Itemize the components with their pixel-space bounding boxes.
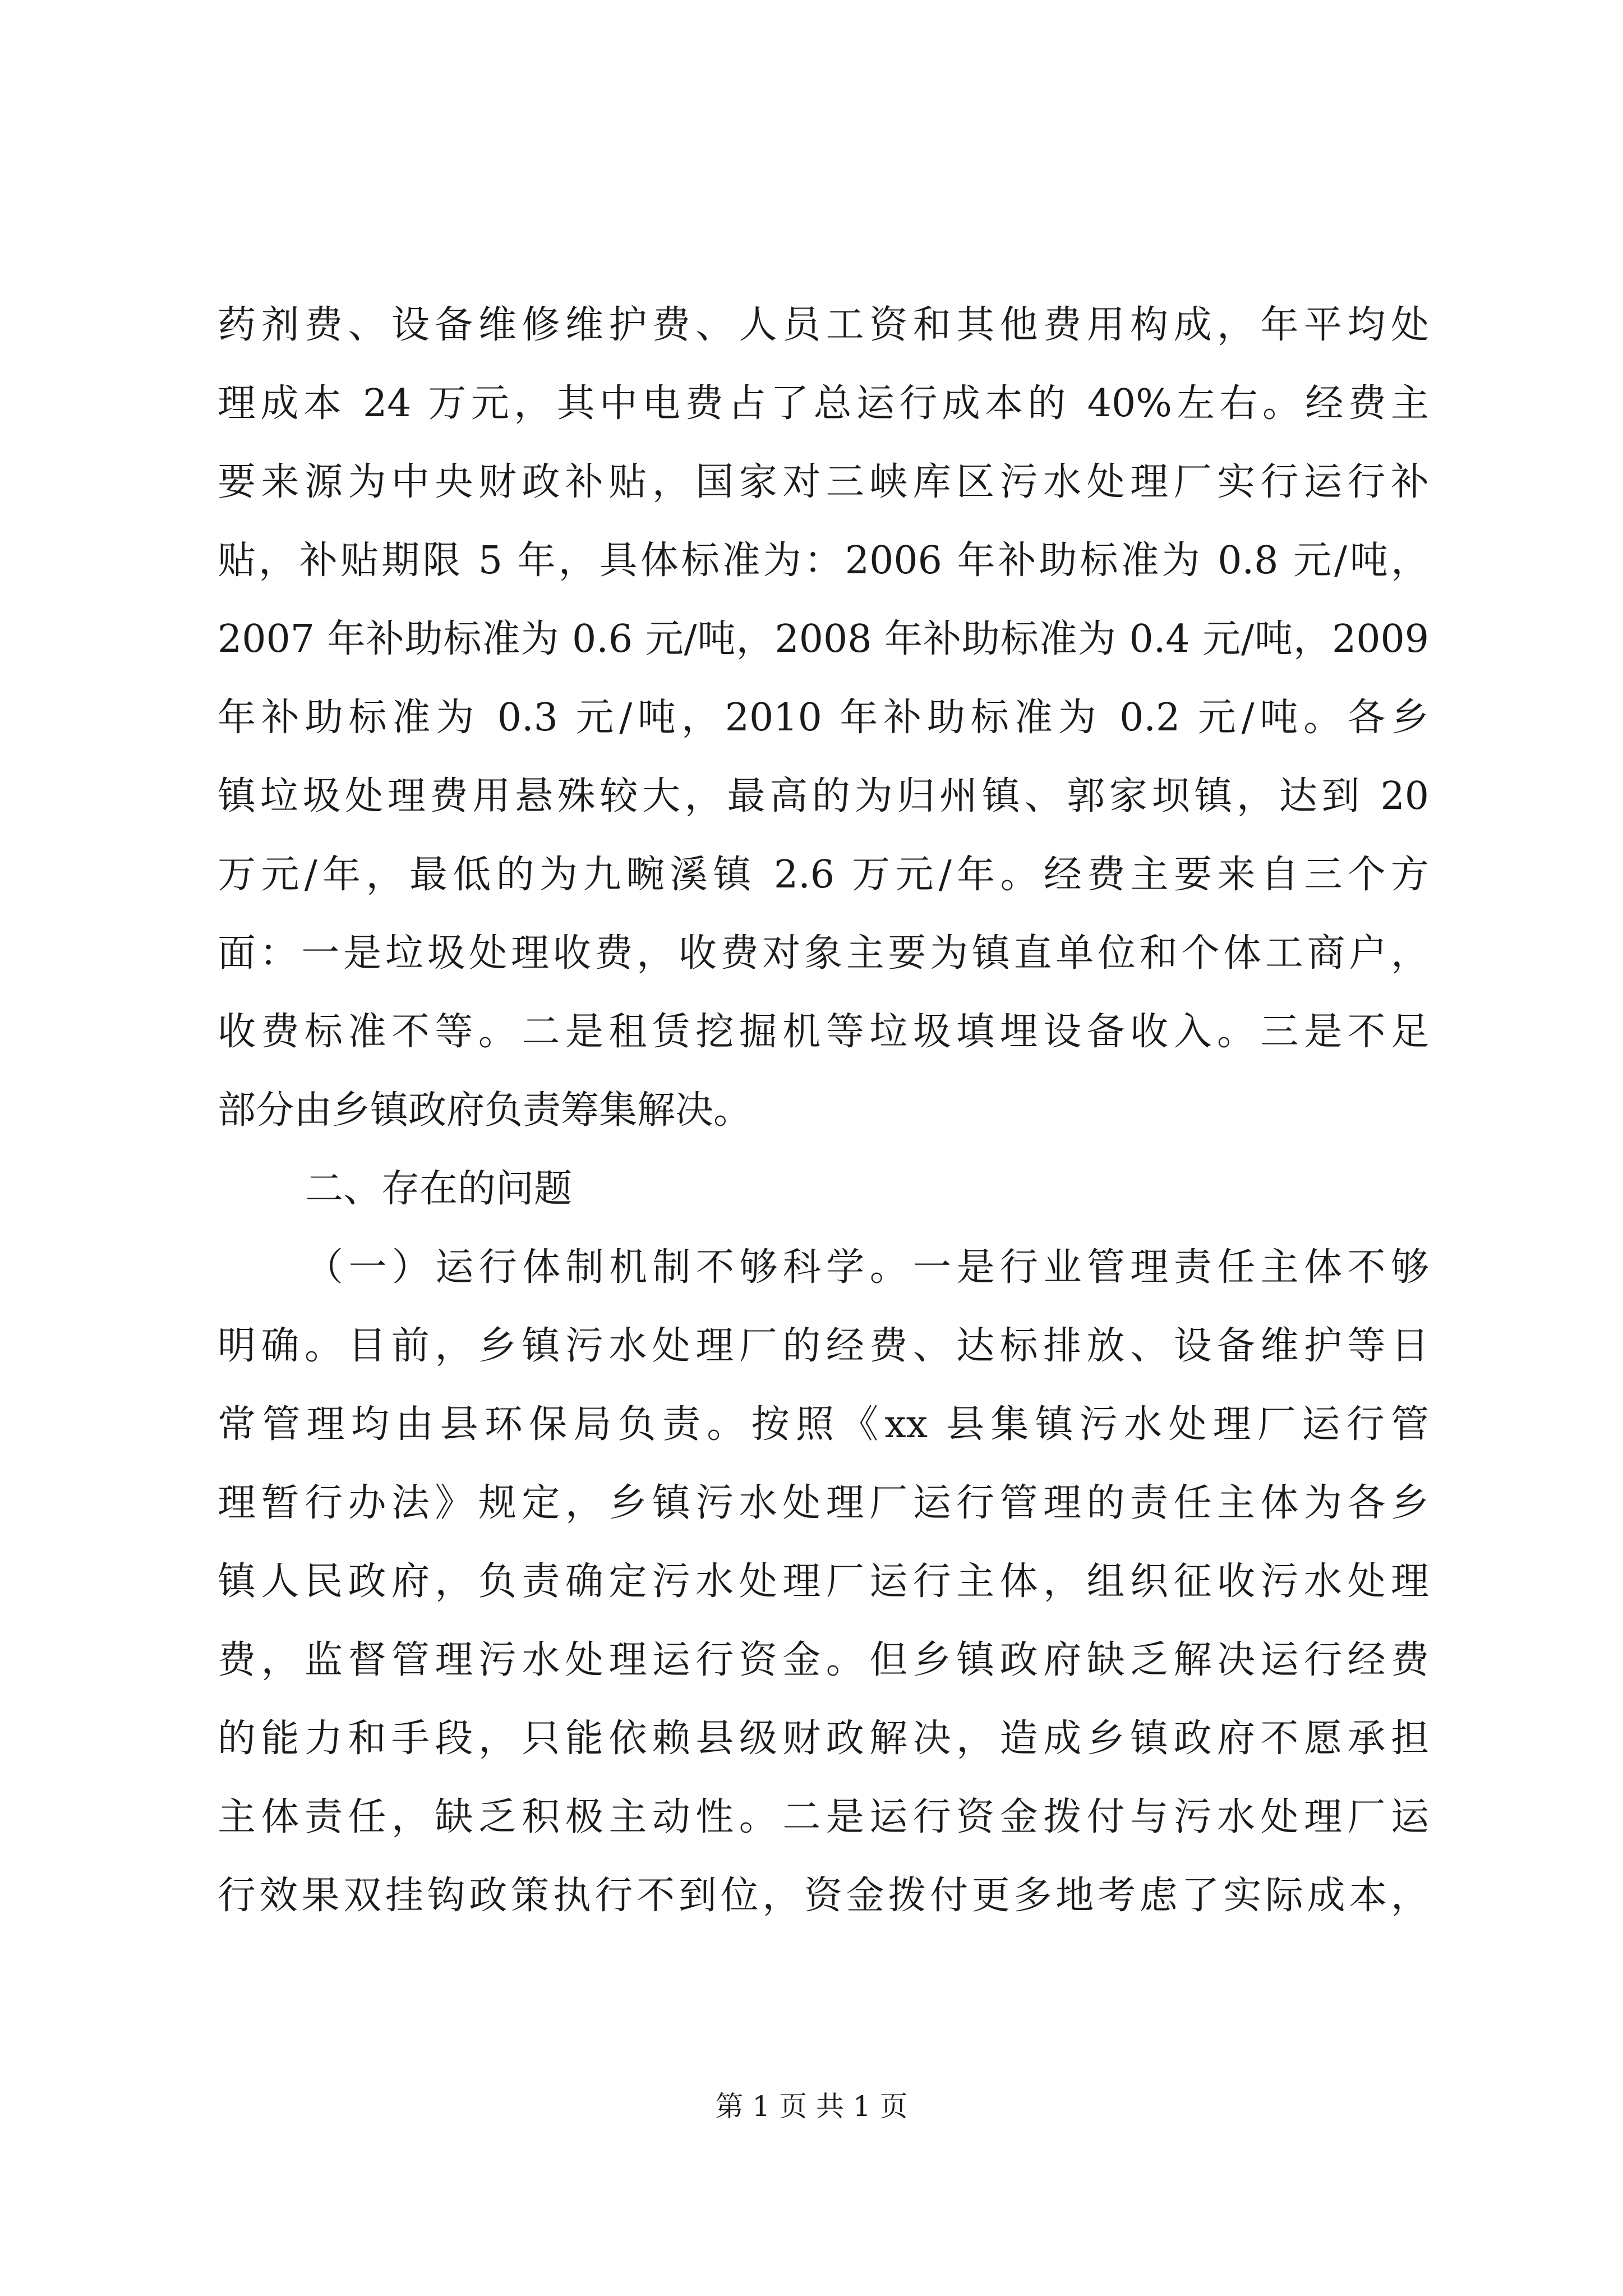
paragraph-line: 行效果双挂钩政策执行不到位，资金拨付更多地考虑了实际成本， bbox=[218, 1874, 1429, 1918]
paragraph-line: 要来源为中央财政补贴，国家对三峡库区污水处理厂实行运行补 bbox=[218, 460, 1429, 504]
paragraph-line: 理成本 24 万元，其中电费占了总运行成本的 40%左右。经费主 bbox=[218, 381, 1429, 426]
paragraph-line: 主体责任，缺乏积极主动性。二是运行资金拨付与污水处理厂运 bbox=[218, 1795, 1429, 1839]
paragraph-line: 理暂行办法》规定，乡镇污水处理厂运行管理的责任主体为各乡 bbox=[218, 1481, 1429, 1525]
paragraph-line: 收费标准不等。二是租赁挖掘机等垃圾填埋设备收入。三是不足 bbox=[218, 1010, 1429, 1054]
paragraph-line: 面：一是垃圾处理收费，收费对象主要为镇直单位和个体工商户， bbox=[218, 931, 1429, 976]
page-footer: 第 1 页 共 1 页 bbox=[715, 2090, 908, 2123]
paragraph-line: 2007 年补助标准为 0.6 元/吨，2008 年补助标准为 0.4 元/吨，2009 bbox=[218, 617, 1429, 661]
paragraph-line: 年补助标准为 0.3 元/吨，2010 年补助标准为 0.2 元/吨。各乡 bbox=[218, 696, 1429, 740]
paragraph-line: 部分由乡镇政府负责筹集解决。 bbox=[218, 1088, 752, 1133]
section-heading: 二、存在的问题 bbox=[305, 1167, 573, 1211]
paragraph-line: 镇人民政府，负责确定污水处理厂运行主体，组织征收污水处理 bbox=[218, 1559, 1429, 1604]
paragraph-line: 费，监督管理污水处理运行资金。但乡镇政府缺乏解决运行经费 bbox=[218, 1638, 1429, 1682]
paragraph-line: 贴，补贴期限 5 年，具体标准为：2006 年补助标准为 0.8 元/吨， bbox=[218, 539, 1429, 583]
paragraph-line: （一）运行体制机制不够科学。一是行业管理责任主体不够 bbox=[305, 1245, 1429, 1290]
paragraph-line: 镇垃圾处理费用悬殊较大，最高的为归州镇、郭家坝镇，达到 20 bbox=[218, 774, 1429, 818]
paragraph-line: 明确。目前，乡镇污水处理厂的经费、达标排放、设备维护等日 bbox=[218, 1324, 1429, 1368]
paragraph-line: 常管理均由县环保局负责。按照《xx 县集镇污水处理厂运行管 bbox=[218, 1402, 1429, 1447]
paragraph-line: 的能力和手段，只能依赖县级财政解决，造成乡镇政府不愿承担 bbox=[218, 1717, 1429, 1761]
paragraph-line: 万元/年，最低的为九畹溪镇 2.6 万元/年。经费主要来自三个方 bbox=[218, 853, 1429, 897]
paragraph-line: 药剂费、设备维修维护费、人员工资和其他费用构成，年平均处 bbox=[218, 303, 1429, 347]
